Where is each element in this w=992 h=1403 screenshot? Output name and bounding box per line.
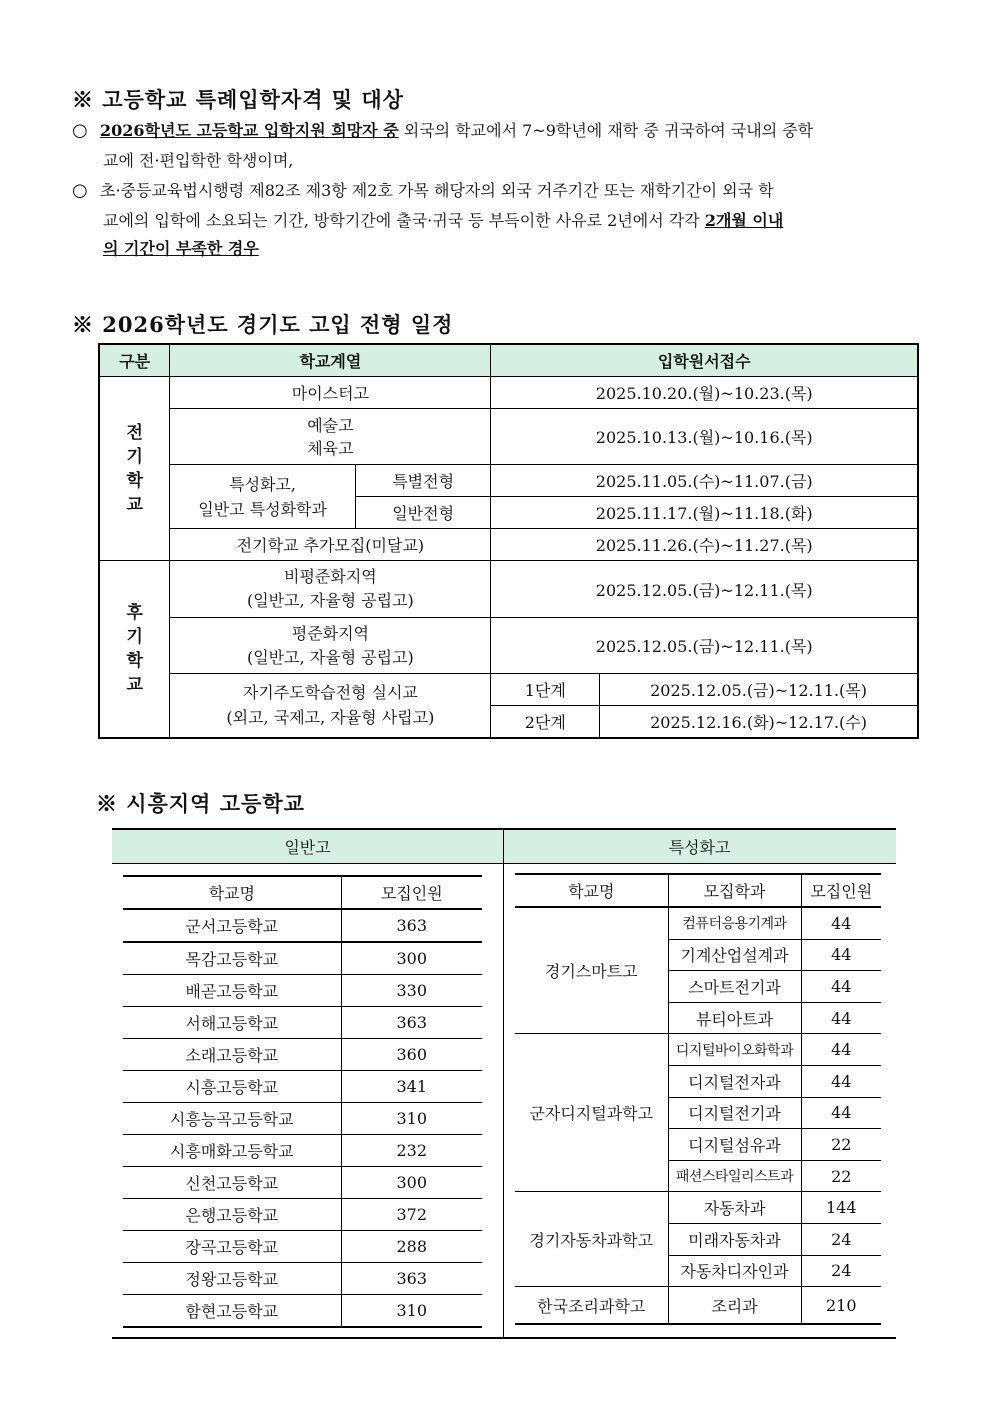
general-school-count: 372 [341,1199,482,1231]
special-dept: 기계산업설계과 [668,939,801,971]
general-school-name: 시흥매화고등학교 [123,1135,341,1167]
special-dept: 조리과 [668,1287,801,1325]
table-row [515,907,881,939]
table-row [123,1007,482,1039]
extra-name: 전기학교 추가모집(미달교) [170,529,491,561]
nonequal-name: 비평준화지역 (일반고, 자율형 공립고) [170,561,491,618]
nonequal-date: 2025.12.05.(금)~12.11.(목) [491,561,918,618]
item1-rest: 외국의 학교에서 7~9학년에 재학 중 귀국하여 국내의 중학 [398,121,814,140]
general-school-count: 341 [341,1071,482,1103]
table-row [515,1192,881,1224]
item1-underlined: 2026학년도 고등학교 입학지원 희망자 중 [100,121,399,140]
special-count: 44 [801,1065,881,1097]
bullet-icon: ○ [72,180,88,201]
table-row [123,1199,482,1231]
special-name: 특성화고, 일반고 특성화학과 [170,465,355,529]
bottom-rule [112,1337,896,1339]
special-count: 44 [801,907,881,939]
special-sub2: 일반전형 [355,497,491,529]
general-school-count: 360 [341,1039,482,1071]
table-row [123,1103,482,1135]
general-school-count: 288 [341,1231,482,1263]
special-dept: 디지털바이오화학과 [668,1034,801,1066]
header-school-type: 학교계열 [170,344,491,377]
general-header-count: 모집인원 [341,876,482,909]
special-dept: 패션스타일리스트과 [668,1160,801,1192]
meister-name: 마이스터고 [170,377,491,409]
extra-date: 2025.11.26.(수)~11.27.(목) [491,529,918,561]
table-row [515,1034,881,1066]
special-school-name: 군자디지털과학고 [515,1034,668,1192]
special-date2: 2025.11.17.(월)~11.18.(화) [491,497,918,529]
table-row [123,1295,482,1328]
stage1: 1단계 [491,674,600,706]
general-school-count: 310 [341,1103,482,1135]
general-school-name: 함현고등학교 [123,1295,341,1328]
special-count: 44 [801,1034,881,1066]
special-dept: 컴퓨터응용기계과 [668,907,801,939]
stage2-date: 2025.12.16.(화)~12.17.(수) [600,706,918,738]
general-school-name: 시흥능곡고등학교 [123,1103,341,1135]
arts-date: 2025.10.13.(월)~10.16.(목) [491,409,918,465]
special-dept: 뷰티아트과 [668,1002,801,1034]
special-school-name: 한국조리과학고 [515,1287,668,1325]
arts-name: 예술고 체육고 [170,409,491,465]
table-row [123,1135,482,1167]
special-header-count: 모집인원 [801,874,881,907]
section2-title: ※ 2026학년도 경기도 고입 전형 일정 [72,312,454,337]
item2-underlined: 2개월 이내 [704,211,784,230]
special-count: 22 [801,1129,881,1161]
general-header-school: 학교명 [123,876,341,909]
stage2: 2단계 [491,706,600,738]
column-divider [503,828,504,1338]
general-school-name: 신천고등학교 [123,1167,341,1199]
equal-name: 평준화지역 (일반고, 자율형 공립고) [170,618,491,674]
general-school-count: 232 [341,1135,482,1167]
special-dept: 디지털섬유과 [668,1129,801,1161]
section1-title: ※ 고등학교 특례입학자격 및 대상 [72,87,404,112]
special-dept: 자동차디자인과 [668,1255,801,1287]
table-row [123,1071,482,1103]
special-date1: 2025.11.05.(수)~11.07.(금) [491,465,918,497]
special-count: 44 [801,971,881,1003]
item2-text: 교에의 입학에 소요되는 기간, 방학기간에 출국·귀국 등 부득이한 사유로 2년에서 각각 [103,211,705,230]
item2-line1: 초·중등교육법시행령 제82조 제3항 제2호 가목 해당자의 외국 거주기간 또는 재학기간이 외국 학 [100,181,774,200]
item2-line2 [103,206,923,236]
special-dept: 디지털전기과 [668,1097,801,1129]
table-row [515,1287,881,1325]
table-row [123,1231,482,1263]
item1-line2: 교에 전·편입학한 학생이며, [103,151,294,170]
special-count: 210 [801,1287,881,1325]
general-school-count: 300 [341,1167,482,1199]
header-category: 구분 [99,344,170,377]
general-title: 일반고 [112,829,503,864]
special-count: 44 [801,1002,881,1034]
header-application: 입학원서접수 [491,344,918,377]
table-row [123,1167,482,1199]
special-school-name: 경기자동차과학고 [515,1192,668,1287]
late-label: 후 기 학 교 [99,561,170,738]
table-row [123,1263,482,1295]
general-school-name: 은행고등학교 [123,1199,341,1231]
item1-line1 [100,116,922,146]
special-count: 144 [801,1192,881,1224]
special-count: 24 [801,1223,881,1255]
stage1-date: 2025.12.05.(금)~12.11.(목) [600,674,918,706]
general-school-count: 330 [341,975,482,1007]
equal-date: 2025.12.05.(금)~12.11.(목) [491,618,918,674]
item2-line3: 의 기간이 부족한 경우 [103,239,259,258]
special-dept: 스마트전기과 [668,971,801,1003]
section3-title: ※ 시흥지역 고등학교 [96,791,305,816]
special-title: 특성화고 [503,829,896,864]
general-school-count: 300 [341,942,482,975]
special-dept: 디지털전자과 [668,1065,801,1097]
general-school-name: 소래고등학교 [123,1039,341,1071]
general-school-count: 363 [341,909,482,942]
table-row [123,909,482,942]
special-school-name: 경기스마트고 [515,907,668,1034]
general-school-name: 정왕고등학교 [123,1263,341,1295]
general-school-name: 시흥고등학교 [123,1071,341,1103]
general-school-name: 군서고등학교 [123,909,341,942]
general-school-name: 배곧고등학교 [123,975,341,1007]
selfdirected-name: 자기주도학습전형 실시교 (외고, 국제고, 자율형 사립고) [170,674,491,738]
meister-date: 2025.10.20.(월)~10.23.(목) [491,377,918,409]
table-row [123,942,482,975]
general-school-count: 363 [341,1007,482,1039]
bullet-icon: ○ [72,120,88,141]
general-school-count: 310 [341,1295,482,1328]
special-sub1: 특별전형 [355,465,491,497]
special-count: 24 [801,1255,881,1287]
general-school-name: 장곡고등학교 [123,1231,341,1263]
special-header-dept: 모집학과 [668,874,801,907]
special-count: 44 [801,1097,881,1129]
special-schools-table [515,873,881,1325]
region-header [112,828,896,864]
special-count: 44 [801,939,881,971]
special-dept: 자동차과 [668,1192,801,1224]
early-label: 전 기 학 교 [99,377,170,561]
table-row [123,975,482,1007]
general-school-name: 목감고등학교 [123,942,341,975]
special-header-school: 학교명 [515,874,668,907]
special-dept: 미래자동차과 [668,1223,801,1255]
general-schools-table [123,875,482,1328]
general-school-count: 363 [341,1263,482,1295]
table-row [123,1039,482,1071]
special-count: 22 [801,1160,881,1192]
schedule-table [98,343,919,739]
general-school-name: 서해고등학교 [123,1007,341,1039]
